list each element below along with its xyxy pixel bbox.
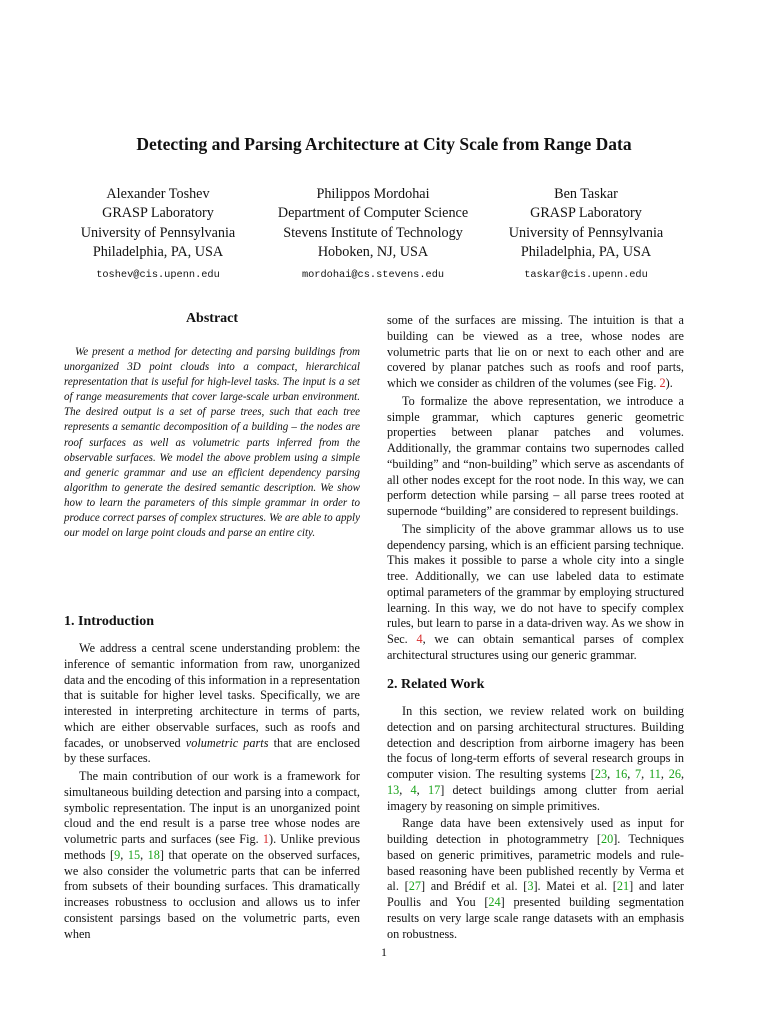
citation-link[interactable]: 9 [114,847,121,862]
text-run: ]. Matei et al. [ [533,879,617,894]
text-run: ). Unlike previous methods [ [64,832,360,862]
author-block-2 [253,185,493,285]
author-affiliation: Stevens Institute of Technology [283,224,463,241]
author-affiliation: Department of Computer Science [277,205,469,222]
section-link[interactable]: 4 [416,632,423,646]
figure-link[interactable]: 2 [659,376,666,390]
text-run: ] detect buildings among clutter from aerial imagery by reasoning on simple primitives. [387,782,685,813]
citation-link[interactable]: 15 [127,847,141,862]
citation-link[interactable]: 20 [600,832,614,846]
author-affiliation: Hoboken, NJ, USA [317,243,429,260]
text-run: some of the surfaces are missing. The intuition is that a building can be viewed as a tree, whose nodes are volumetric parts that lie on or next to each other and are covered by planar patches such as roofs and roof parts, which we consider as children of the volumes (see Fig. [387,313,684,390]
paragraph: The main contribution of our work is a framework for simultaneous building detection and parsing into a compact, symbolic representation. The input is an unorganized point cloud and the end result is a parse tree whose nodes are volumetric parts and surfaces (see Fig. 1). Unlike previous methods [9, 15, 18] that operate on the observed surfaces, we also consider the volumetric parts that can be inferred from subsets of their bounding surfaces. This dramatically increases robustness to occlusion and allows us to infer consistent parsings based on the volumetric parts, even when [64,769,361,941]
text-run: Range data have been extensively used as input for building detection in photogrammetry [ [387,816,684,846]
related-work-text [387,704,684,942]
citation-link[interactable]: 27 [408,879,421,894]
paragraph [387,816,684,942]
citation-link[interactable]: 18 [147,847,160,862]
paragraph [387,522,684,664]
introduction-text [64,641,360,942]
author-email: taskar@cis.upenn.edu [524,269,648,282]
abstract-paragraph: We present a method for detecting and parsing buildings from unorganized 3D point clouds into a compact, hierarchical representation that is useful for high-level tasks. The input is a set of range measurements that cover large-scale urban environment. The desired output is a set of parse trees, such that each tree represents a semantic decomposition of a building – the nodes are roof surfaces as well as volumetric parts inferred from the observable surfaces. We model the above problem using a simple and generic grammar and use an efficient dependency parsing algorithm to generate the desired semantic description. We show how to learn the parameters of this simple grammar in order to produce correct parses of complex structures. We are able to apply our model on large point clouds and parse an entire city. [64,346,360,540]
paragraph [64,641,360,767]
paper-title: Detecting and Parsing Architecture at City Scale from Range Data [136,134,632,154]
text-run: ). [665,376,673,390]
page-number: 1 [381,945,387,959]
author-name: Philippos Mordohai [316,186,430,202]
text-run: The simplicity of the above grammar allows us to use dependency parsing, which is an efficient parsing technique. This makes it possible to parse a whole city into a single tree. Additionally, we can use labeled data to estimate optimal parameters of the grammar by employing structured learning. In this way, we do not have to specify complex rules, but learn to parse in a data-driven way. As we show in Sec. [387,521,684,646]
text-run: , we can obtain semantical parses of complex architectural structures using our generic grammar. [387,632,685,662]
author-affiliation: University of Pennsylvania [508,224,664,241]
author-affiliation: Philadelphia, PA, USA [520,243,652,260]
citation-link[interactable]: 13 [387,782,400,797]
abstract-heading: Abstract [185,311,239,326]
author-name: Alexander Toshev [106,186,210,202]
right-column-intro-continued [387,313,684,664]
citation-link[interactable]: 21 [616,879,630,894]
author-affiliation: Philadelphia, PA, USA [92,243,224,260]
citation-link[interactable]: 23 [594,767,608,781]
text-run: ] and Brédif et al. [ [420,879,528,894]
author-affiliation: GRASP Laboratory [102,205,214,222]
text-run: We address a central scene understanding problem: the inference of semantic information from raw, unorganized data and the encoding of this information in a representation that is suitable for higher level tasks. Specifically, we are interested in interpreting architecture in terms of parts, which are either observable surfaces, such as roofs and facades, or unobserved [64,641,360,750]
citation-link[interactable]: 24 [488,895,501,909]
author-email: toshev@cis.upenn.edu [96,269,220,282]
author-affiliation: GRASP Laboratory [530,205,642,222]
citation-link[interactable]: 26 [668,767,681,781]
paragraph: In this section, we review related work on building detection and on parsing architectural structures. Building detection and description from airborne imagery has been the focus of long-term efforts of several research groups in computer vision. The resulting systems [23, 16, 7, 11, 26, 13, 4, 17] detect buildings among clutter from aerial imagery by reasoning on simple primitives. [387,704,685,813]
text-run: ] and later Poullis and You [ [387,879,685,909]
text-run: ] presented building segmentation results on very large scale range datasets with an emphasis on robustness. [387,895,684,941]
text-run: The main contribution of our work is a framework for simultaneous building detection and parsing into a compact, symbolic representation. The input is an unorganized point cloud and the end result is a parse tree whose nodes are volumetric parts and surfaces (see Fig. [64,769,360,846]
author-affiliation: University of Pennsylvania [80,224,236,241]
author-block-3 [466,185,706,285]
text-run: that are enclosed by these surfaces. [64,735,360,766]
author-email: mordohai@cs.stevens.edu [301,269,445,282]
paragraph: To formalize the above representation, we introduce a simple grammar, which captures generic geometric properties between planar patches and volumes. Additionally, the grammar contains two supernodes called “building” and “non-building” which serve as ascendants of all other nodes except for the root node. In this way, we can perform detection while parsing – all parse trees rooted at supernode “building” are considered to represent buildings. [387,393,684,518]
citation-link[interactable]: 3 [527,879,534,894]
section-heading-introduction: 1. Introduction [64,614,154,629]
citation-link[interactable]: 7 [635,767,642,781]
section-heading-related-work: 2. Related Work [387,677,485,692]
citation-link[interactable]: 17 [427,782,441,797]
italic-term: volumetric parts [185,735,269,750]
author-block-1 [38,185,278,285]
author-name: Ben Taskar [554,186,618,202]
citation-link[interactable]: 11 [649,767,661,781]
text-run: ]. Techniques based on generic primitives, parametric models and rule-based reasoning have been published recently by Verma et al. [ [387,832,684,894]
abstract-text [64,345,360,541]
text-run: ] that operate on the observed surfaces, we also consider the volumetric parts that can be inferred from subsets of their bounding surfaces. This dramatically increases robustness to occlusion and allows us to infer consistent parsings based on the volumetric parts, even when [64,847,361,941]
paragraph [387,313,684,392]
figure-link[interactable]: 1 [262,832,269,846]
text-run: In this section, we review related work on building detection and on parsing architectural structures. Building detection and description from airborne imagery has been the focus of long-term efforts of several research groups in computer vision. The resulting systems [ [387,704,684,781]
citation-link[interactable]: 16 [614,767,628,781]
citation-link[interactable]: 4 [410,782,417,797]
